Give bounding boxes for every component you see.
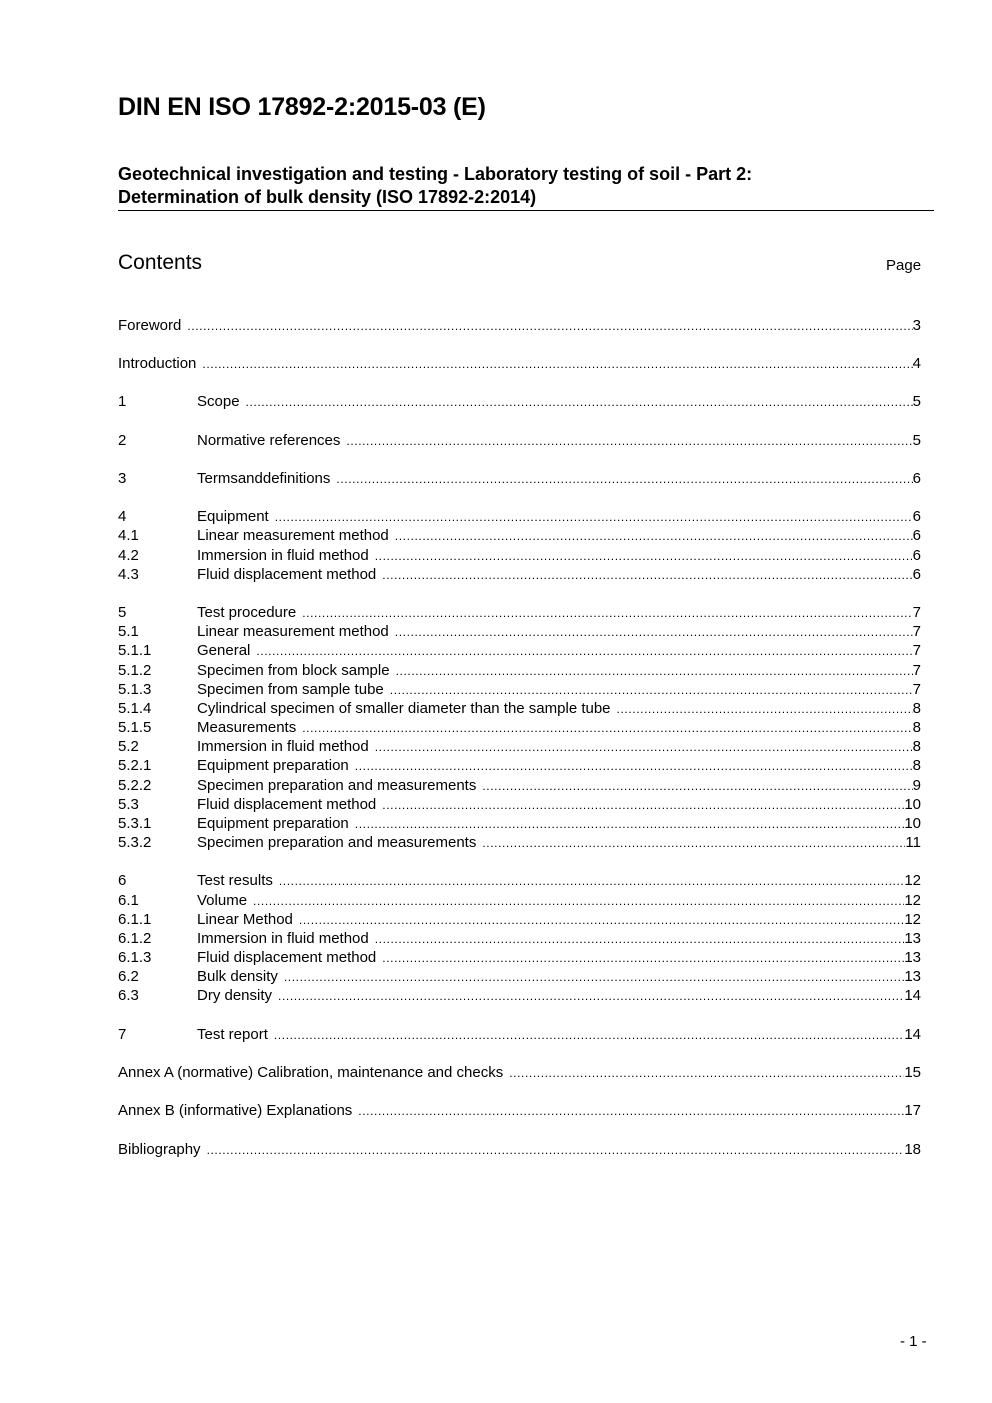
- toc-dot-leader: [396, 662, 913, 681]
- toc-entry-title: Test results: [197, 872, 273, 889]
- toc-entry-page: 10: [904, 815, 921, 832]
- toc-entry[interactable]: [118, 737, 921, 756]
- toc-entry[interactable]: [118, 1063, 921, 1082]
- toc-entry-number: 5.1.3: [118, 681, 152, 698]
- toc-entry[interactable]: [118, 718, 921, 737]
- toc-entry-page: 7: [912, 681, 921, 698]
- toc-entry-number: 6.1: [118, 892, 139, 909]
- contents-heading: Contents: [118, 251, 203, 274]
- toc-entry[interactable]: [118, 967, 921, 986]
- toc-entry[interactable]: [118, 756, 921, 775]
- toc-dot-leader: [275, 508, 913, 527]
- toc-entry-title: Annex A (normative) Calibration, maintenance and checks: [118, 1064, 504, 1081]
- toc-entry-page: 8: [912, 719, 921, 736]
- toc-entry-number: 1: [118, 393, 127, 410]
- toc-entry-number: 5.1.5: [118, 719, 152, 736]
- toc-entry-page: 5: [912, 393, 921, 410]
- toc-dot-leader: [617, 700, 913, 719]
- toc-entry[interactable]: [118, 1025, 921, 1044]
- toc-entry-title: Linear measurement method: [197, 623, 389, 640]
- toc-dot-leader: [375, 547, 913, 566]
- toc-dot-leader: [355, 757, 913, 776]
- toc-entry[interactable]: [118, 641, 921, 660]
- toc-entry-number: 6: [118, 872, 127, 889]
- toc-entry[interactable]: [118, 546, 921, 565]
- toc-entry[interactable]: [118, 507, 921, 526]
- toc-entry-title: Bulk density: [197, 968, 278, 985]
- toc-entry-number: 6.1.1: [118, 911, 152, 928]
- toc-entry[interactable]: [118, 565, 921, 584]
- toc-dot-leader: [207, 1141, 905, 1160]
- toc-entry-page: 6: [912, 470, 921, 487]
- toc-entry-page: 4: [912, 355, 921, 372]
- toc-entry-title: Bibliography: [118, 1141, 201, 1158]
- toc-entry-number: 5.2.2: [118, 777, 152, 794]
- toc-entry-page: 11: [905, 834, 921, 851]
- toc-entry[interactable]: [118, 1140, 921, 1159]
- toc-entry[interactable]: [118, 699, 921, 718]
- toc-entry-page: 12: [904, 872, 921, 889]
- toc-dot-leader: [509, 1064, 904, 1083]
- toc-entry-title: Measurements: [197, 719, 297, 736]
- toc-entry-page: 8: [912, 700, 921, 717]
- toc-entry-number: 5.3: [118, 796, 139, 813]
- toc-entry[interactable]: [118, 929, 921, 948]
- toc-dot-leader: [395, 623, 913, 642]
- toc-entry-number: 4.1: [118, 527, 139, 544]
- toc-entry-title: Immersion in fluid method: [197, 547, 369, 564]
- toc-entry[interactable]: [118, 661, 921, 680]
- toc-entry[interactable]: [118, 680, 921, 699]
- toc-entry-title: Dry density: [197, 987, 273, 1004]
- toc-entry-number: 5.1.1: [118, 642, 152, 659]
- toc-dot-leader: [375, 930, 905, 949]
- toc-entry-title: Linear Method: [197, 911, 293, 928]
- toc-entry-title: General: [197, 642, 251, 659]
- subtitle-line-2: Determination of bulk density (ISO 17892-2:2014): [118, 187, 537, 207]
- toc-dot-leader: [346, 432, 912, 451]
- toc-entry-title: Equipment preparation: [197, 815, 349, 832]
- toc-entry[interactable]: [118, 871, 921, 890]
- toc-entry-page: 12: [904, 892, 921, 909]
- toc-entry-title: Specimen from sample tube: [197, 681, 384, 698]
- toc-entry-page: 12: [904, 911, 921, 928]
- footer-page-number: - 1 -: [900, 1333, 927, 1350]
- toc-entry-number: 4.2: [118, 547, 139, 564]
- toc-entry-title: Termsanddefinitions: [197, 470, 331, 487]
- toc-entry-number: 6.3: [118, 987, 139, 1004]
- toc-entry[interactable]: [118, 833, 921, 852]
- toc-entry[interactable]: [118, 622, 921, 641]
- toc-entry[interactable]: [118, 986, 921, 1005]
- toc-dot-leader: [246, 393, 913, 412]
- toc-entry[interactable]: [118, 526, 921, 545]
- toc-entry[interactable]: [118, 431, 921, 450]
- toc-entry-title: Fluid displacement method: [197, 949, 377, 966]
- toc-entry-page: 6: [912, 547, 921, 564]
- toc-dot-leader: [253, 892, 904, 911]
- toc-entry-number: 5.2.1: [118, 757, 152, 774]
- toc-entry-page: 14: [904, 1026, 921, 1043]
- toc-entry-number: 5.2: [118, 738, 139, 755]
- toc-entry-title: Normative references: [197, 432, 341, 449]
- toc-entry-page: 14: [904, 987, 921, 1004]
- toc-entry-title: Foreword: [118, 317, 182, 334]
- toc-entry-page: 13: [904, 968, 921, 985]
- toc-entry-number: 5.3.1: [118, 815, 152, 832]
- toc-entry-number: 7: [118, 1026, 127, 1043]
- toc-entry-number: 4.3: [118, 566, 139, 583]
- toc-entry[interactable]: [118, 776, 921, 795]
- toc-entry-number: 5: [118, 604, 127, 621]
- toc-entry-title: Specimen preparation and measurements: [197, 834, 477, 851]
- toc-entry[interactable]: [118, 910, 921, 929]
- toc-entry-number: 6.1.2: [118, 930, 152, 947]
- toc-dot-leader: [390, 681, 913, 700]
- toc-entry-title: Specimen preparation and measurements: [197, 777, 477, 794]
- toc-entry-page: 6: [912, 508, 921, 525]
- toc-entry-page: 5: [912, 432, 921, 449]
- toc-dot-leader: [382, 949, 904, 968]
- toc-entry-title: Equipment: [197, 508, 269, 525]
- toc-entry-page: 13: [904, 930, 921, 947]
- toc-entry-page: 10: [904, 796, 921, 813]
- toc-entry-number: 5.1: [118, 623, 139, 640]
- toc-entry-page: 3: [912, 317, 921, 334]
- toc-dot-leader: [302, 719, 912, 738]
- toc-entry-page: 15: [904, 1064, 921, 1081]
- toc-entry-title: Test report: [197, 1026, 268, 1043]
- toc-entry-page: 7: [912, 623, 921, 640]
- toc-dot-leader: [482, 834, 905, 853]
- toc-dot-leader: [382, 566, 912, 585]
- toc-entry-title: Annex B (informative) Explanations: [118, 1102, 353, 1119]
- toc-entry-number: 5.1.4: [118, 700, 152, 717]
- toc-entry-number: 6.1.3: [118, 949, 152, 966]
- toc-dot-leader: [375, 738, 913, 757]
- toc-entry-title: Equipment preparation: [197, 757, 349, 774]
- toc-entry-page: 6: [912, 566, 921, 583]
- toc-entry-title: Introduction: [118, 355, 197, 372]
- toc-entry-page: 7: [912, 662, 921, 679]
- toc-entry-number: 4: [118, 508, 127, 525]
- toc-entry-number: 3: [118, 470, 127, 487]
- toc-entry-title: Cylindrical specimen of smaller diameter than the sample tube: [197, 700, 611, 717]
- toc-entry-page: 8: [912, 757, 921, 774]
- toc-dot-leader: [284, 968, 904, 987]
- toc-entry[interactable]: [118, 795, 921, 814]
- document-id: DIN EN ISO 17892-2:2015-03 (E): [118, 93, 486, 121]
- toc-entry-title: Specimen from block sample: [197, 662, 390, 679]
- toc-entry-title: Test procedure: [197, 604, 297, 621]
- toc-entry[interactable]: [118, 469, 921, 488]
- toc-entry[interactable]: [118, 891, 921, 910]
- toc-dot-leader: [279, 872, 904, 891]
- toc-entry-page: 9: [912, 777, 921, 794]
- toc-dot-leader: [358, 1102, 904, 1121]
- toc-entry-page: 7: [912, 604, 921, 621]
- toc-entry-title: Immersion in fluid method: [197, 930, 369, 947]
- subtitle-line-1: Geotechnical investigation and testing - Laboratory testing of soil - Part 2:: [118, 164, 753, 184]
- toc-entry-title: Scope: [197, 393, 240, 410]
- toc-dot-leader: [274, 1026, 904, 1045]
- toc-entry-number: 5.3.2: [118, 834, 152, 851]
- toc-dot-leader: [299, 911, 904, 930]
- toc-entry[interactable]: [118, 354, 921, 373]
- toc-entry-page: 13: [904, 949, 921, 966]
- toc-dot-leader: [256, 642, 912, 661]
- toc-dot-leader: [187, 317, 912, 336]
- toc-entry[interactable]: [118, 603, 921, 622]
- toc-entry-title: Volume: [197, 892, 248, 909]
- toc-entry-page: 8: [912, 738, 921, 755]
- page-column-heading: Page: [886, 257, 922, 274]
- toc-entry-title: Immersion in fluid method: [197, 738, 369, 755]
- toc-entry-page: 17: [904, 1102, 921, 1119]
- toc-entry-number: 5.1.2: [118, 662, 152, 679]
- toc-entry-page: 7: [912, 642, 921, 659]
- toc-dot-leader: [395, 527, 913, 546]
- toc-entry[interactable]: [118, 814, 921, 833]
- toc-dot-leader: [278, 987, 904, 1006]
- toc-dot-leader: [202, 355, 912, 374]
- document-subtitle: [118, 163, 934, 211]
- toc-entry[interactable]: [118, 948, 921, 967]
- toc-entry-title: Fluid displacement method: [197, 566, 377, 583]
- toc-entry[interactable]: [118, 392, 921, 411]
- toc-entry-title: Linear measurement method: [197, 527, 389, 544]
- toc-entry[interactable]: [118, 316, 921, 335]
- toc-entry-number: 6.2: [118, 968, 139, 985]
- toc-dot-leader: [302, 604, 912, 623]
- toc-dot-leader: [382, 796, 904, 815]
- toc-entry-page: 18: [904, 1141, 921, 1158]
- toc-dot-leader: [355, 815, 905, 834]
- toc-entry-number: 2: [118, 432, 127, 449]
- toc-dot-leader: [336, 470, 912, 489]
- toc-entry-page: 6: [912, 527, 921, 544]
- toc-entry-title: Fluid displacement method: [197, 796, 377, 813]
- toc-entry[interactable]: [118, 1101, 921, 1120]
- toc-dot-leader: [482, 777, 912, 796]
